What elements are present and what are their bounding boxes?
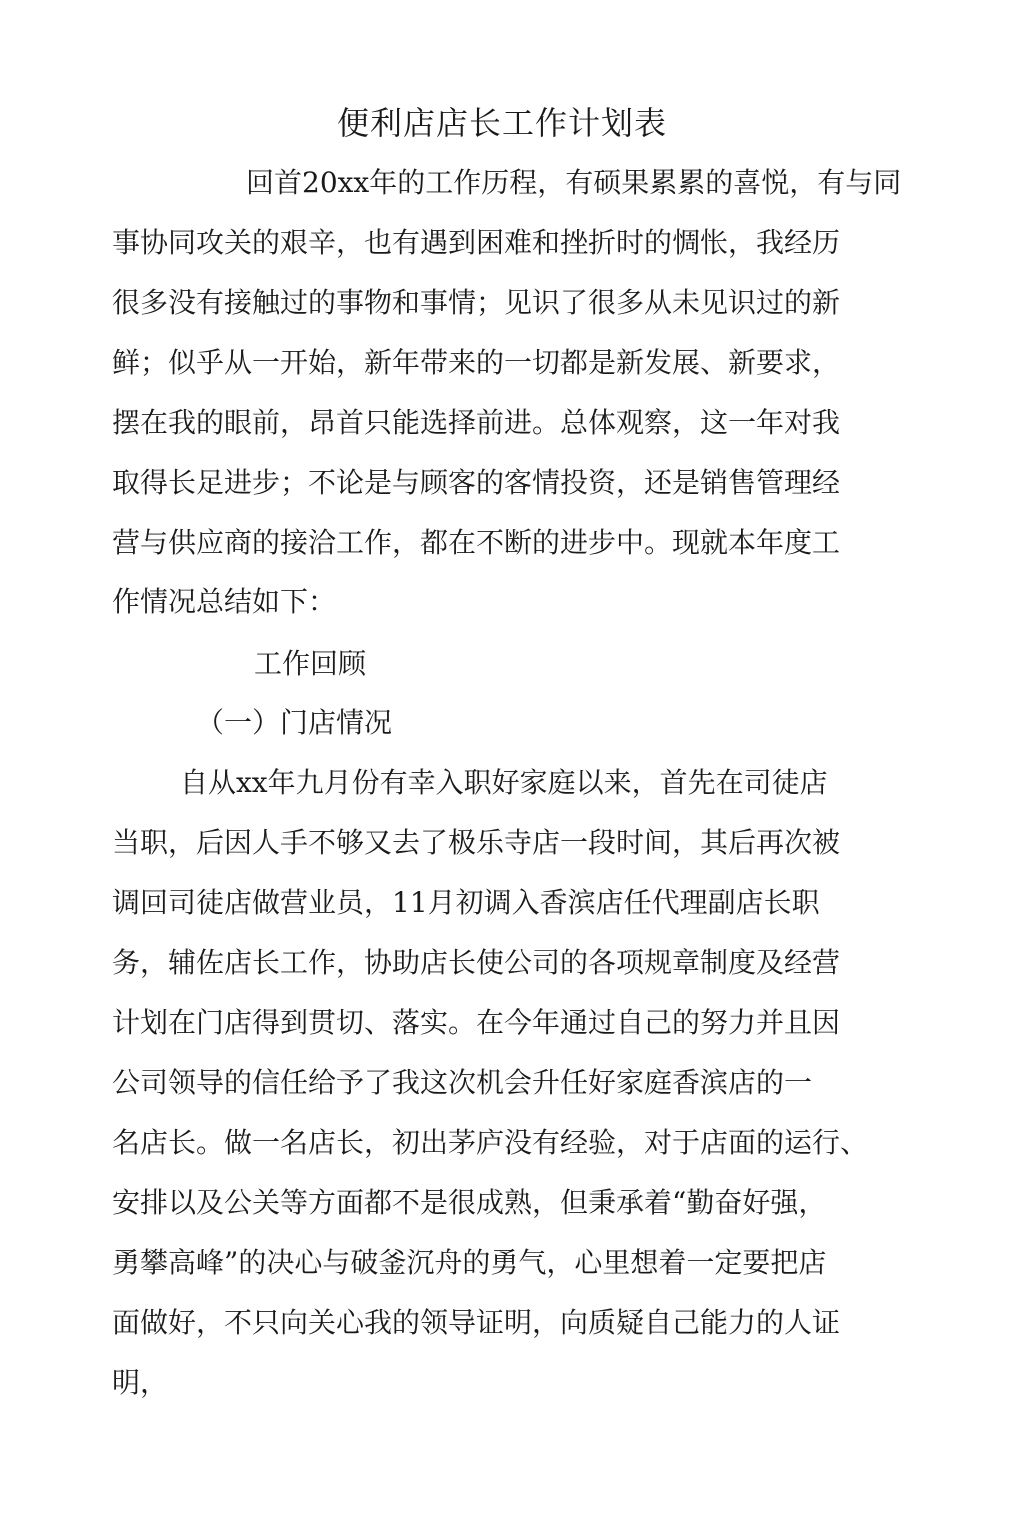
paragraph-line: 计划在门店得到贯切、落实。在今年通过自己的努力并且因 (112, 1006, 841, 1039)
paragraph-line: 摆在我的眼前，昂首只能选择前进。总体观察，这一年对我 (112, 406, 841, 439)
paragraph-line: 面做好，不只向关心我的领导证明，向质疑自己能力的人证 (112, 1306, 841, 1339)
paragraph-line: 取得长足进步；不论是与顾客的客情投资，还是销售管理经 (112, 466, 841, 499)
paragraph-line: 当职，后因人手不够又去了极乐寺店一段时间，其后再次被 (112, 826, 841, 859)
subsection-heading: （一）门店情况 (196, 706, 393, 739)
paragraph-line: 安排以及公关等方面都不是很成熟，但秉承着“勤奋好强， (112, 1186, 827, 1219)
paragraph-line: 勇攀高峰”的决心与破釜沉舟的勇气，心里想着一定要把店 (112, 1246, 827, 1279)
paragraph-line: 务，辅佐店长工作，协助店长使公司的各项规章制度及经营 (112, 946, 841, 979)
paragraph-line: 事协同攻关的艰辛，也有遇到困难和挫折时的惆怅，我经历 (112, 226, 841, 259)
paragraph-line: 明， (112, 1366, 169, 1399)
paragraph-line: 鲜；似乎从一开始，新年带来的一切都是新发展、新要求， (112, 346, 841, 379)
paragraph-line: 回首20xx年的工作历程，有硕果累累的喜悦，有与同 (246, 166, 902, 199)
paragraph-line: 调回司徒店做营业员，11月初调入香滨店任代理副店长职 (112, 886, 820, 919)
document-title: 便利店店长工作计划表 (336, 104, 667, 142)
paragraph-line: 很多没有接触过的事物和事情；见识了很多从未见识过的新 (112, 286, 841, 319)
paragraph-line: 营与供应商的接洽工作，都在不断的进步中。现就本年度工 (112, 526, 841, 559)
paragraph-line: 作情况总结如下： (112, 585, 337, 618)
paragraph-line: 名店长。做一名店长，初出茅庐没有经验，对于店面的运行、 (112, 1126, 869, 1159)
paragraph-line: 公司领导的信任给予了我这次机会升任好家庭香滨店的一 (112, 1066, 813, 1099)
paragraph-line: 自从xx年九月份有幸入职好家庭以来，首先在司徒店 (180, 766, 828, 799)
section-heading: 工作回顾 (254, 647, 367, 680)
